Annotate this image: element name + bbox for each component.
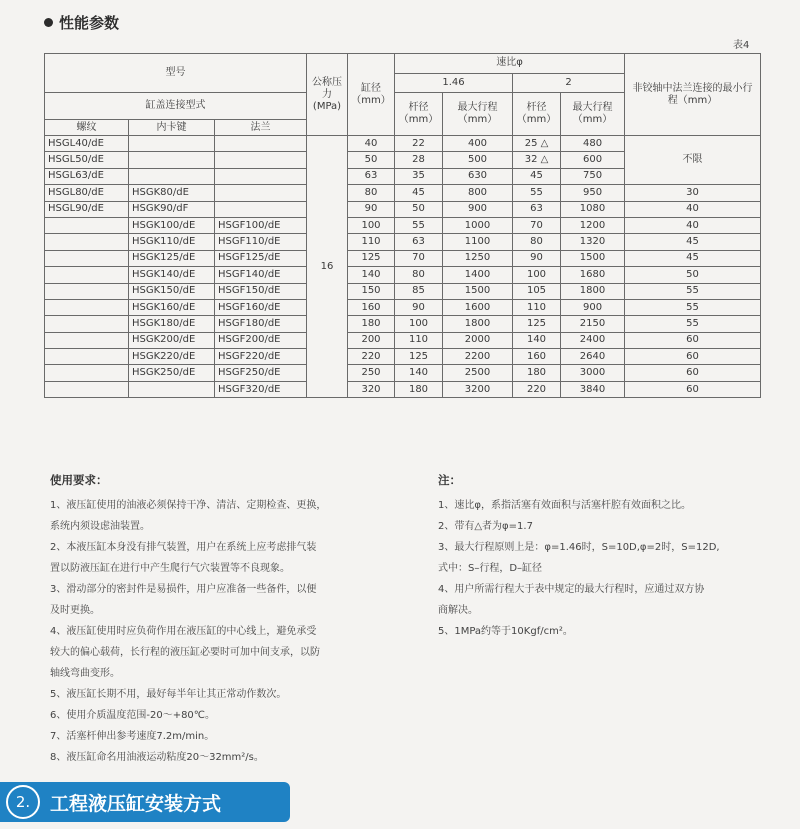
stroke-1-cell: 2000 bbox=[443, 332, 513, 348]
requirements-section bbox=[50, 470, 390, 768]
thread-cell bbox=[45, 349, 129, 365]
bore-cell: 125 bbox=[348, 250, 395, 266]
bore-cell: 220 bbox=[348, 349, 395, 365]
inner-key-cell: HSGK80/dE bbox=[129, 185, 215, 201]
footer-number: 2. bbox=[6, 785, 40, 819]
performance-table bbox=[44, 53, 761, 398]
bore-cell: 250 bbox=[348, 365, 395, 381]
inner-key-cell: HSGK250/dE bbox=[129, 365, 215, 381]
table-row bbox=[45, 234, 761, 250]
inner-key-cell: HSGK180/dE bbox=[129, 316, 215, 332]
notes-section bbox=[438, 470, 768, 642]
thread-cell bbox=[45, 250, 129, 266]
rod-2-cell: 110 bbox=[513, 299, 561, 315]
min-stroke-cell: 55 bbox=[625, 316, 761, 332]
min-stroke-cell: 55 bbox=[625, 283, 761, 299]
header-ratio: 速比φ bbox=[395, 54, 625, 74]
stroke-2-cell: 900 bbox=[561, 299, 625, 315]
stroke-1-cell: 500 bbox=[443, 152, 513, 168]
note-line: 式中：S–行程，D–缸径 bbox=[438, 563, 543, 574]
table-row bbox=[45, 250, 761, 266]
note-line: 1、速比φ，系指活塞有效面积与活塞杆腔有效面积之比。 bbox=[438, 500, 691, 511]
stroke-1-cell: 900 bbox=[443, 201, 513, 217]
table-row bbox=[45, 267, 761, 283]
inner-key-cell: HSGK100/dE bbox=[129, 217, 215, 233]
rod-2-cell: 100 bbox=[513, 267, 561, 283]
inner-key-cell: HSGK140/dE bbox=[129, 267, 215, 283]
flange-cell: HSGF320/dE bbox=[215, 381, 307, 397]
header-ratio-2: 2 bbox=[513, 73, 625, 93]
rod-2-cell: 63 bbox=[513, 201, 561, 217]
stroke-1-cell: 800 bbox=[443, 185, 513, 201]
stroke-2-cell: 750 bbox=[561, 168, 625, 184]
min-stroke-cell: 40 bbox=[625, 201, 761, 217]
flange-cell: HSGF110/dE bbox=[215, 234, 307, 250]
rod-2-cell: 140 bbox=[513, 332, 561, 348]
rod-1-cell: 50 bbox=[395, 201, 443, 217]
stroke-2-cell: 600 bbox=[561, 152, 625, 168]
table-row bbox=[45, 185, 761, 201]
table-row bbox=[45, 381, 761, 397]
stroke-1-cell: 1100 bbox=[443, 234, 513, 250]
requirement-line: 置以防液压缸在进行中产生爬行气穴装置等不良现象。 bbox=[50, 563, 290, 574]
stroke-2-cell: 1320 bbox=[561, 234, 625, 250]
note-line: 2、带有△者为φ=1.7 bbox=[438, 521, 533, 532]
thread-cell bbox=[45, 299, 129, 315]
rod-1-cell: 110 bbox=[395, 332, 443, 348]
bore-cell: 50 bbox=[348, 152, 395, 168]
pressure-cell: 16 bbox=[307, 136, 348, 398]
min-stroke-cell: 45 bbox=[625, 250, 761, 266]
header-thread: 螺纹 bbox=[45, 120, 129, 136]
thread-cell: HSGL40/dE bbox=[45, 136, 129, 152]
rod-2-cell: 160 bbox=[513, 349, 561, 365]
stroke-2-cell: 1200 bbox=[561, 217, 625, 233]
bore-cell: 110 bbox=[348, 234, 395, 250]
rod-2-cell: 45 bbox=[513, 168, 561, 184]
inner-key-cell bbox=[129, 152, 215, 168]
rod-1-cell: 180 bbox=[395, 381, 443, 397]
thread-cell bbox=[45, 234, 129, 250]
bore-cell: 40 bbox=[348, 136, 395, 152]
bore-cell: 100 bbox=[348, 217, 395, 233]
note-line: 商解决。 bbox=[438, 605, 478, 616]
rod-1-cell: 85 bbox=[395, 283, 443, 299]
table-row bbox=[45, 283, 761, 299]
header-model: 型号 bbox=[45, 54, 307, 93]
requirement-line: 2、本液压缸本身没有排气装置，用户在系统上应考虑排气装 bbox=[50, 542, 317, 553]
flange-cell: HSGF160/dE bbox=[215, 299, 307, 315]
requirement-line: 3、滑动部分的密封件是易损件，用户应准备一些备件，以便 bbox=[50, 584, 317, 595]
rod-1-cell: 140 bbox=[395, 365, 443, 381]
requirement-line: 6、使用介质温度范围-20～+80℃。 bbox=[50, 710, 216, 721]
bore-cell: 140 bbox=[348, 267, 395, 283]
flange-cell bbox=[215, 168, 307, 184]
thread-cell bbox=[45, 381, 129, 397]
table-number: 表4 bbox=[733, 40, 750, 51]
table-row bbox=[45, 316, 761, 332]
inner-key-cell bbox=[129, 136, 215, 152]
bore-cell: 200 bbox=[348, 332, 395, 348]
inner-key-cell: HSGK160/dE bbox=[129, 299, 215, 315]
inner-key-cell bbox=[129, 168, 215, 184]
header-flange: 法兰 bbox=[215, 120, 307, 136]
header-connection: 缸盖连接型式 bbox=[45, 93, 307, 120]
stroke-1-cell: 1600 bbox=[443, 299, 513, 315]
stroke-2-cell: 2640 bbox=[561, 349, 625, 365]
note-line: 4、用户所需行程大于表中规定的最大行程时，应通过双方协 bbox=[438, 584, 705, 595]
rod-2-cell: 70 bbox=[513, 217, 561, 233]
thread-cell: HSGL63/dE bbox=[45, 168, 129, 184]
thread-cell bbox=[45, 365, 129, 381]
inner-key-cell: HSGK150/dE bbox=[129, 283, 215, 299]
stroke-2-cell: 2150 bbox=[561, 316, 625, 332]
thread-cell bbox=[45, 316, 129, 332]
table-row bbox=[45, 217, 761, 233]
bore-cell: 160 bbox=[348, 299, 395, 315]
section-title-text: 性能参数 bbox=[59, 14, 120, 32]
stroke-2-cell: 950 bbox=[561, 185, 625, 201]
header-pressure: 公称压力(MPa) bbox=[307, 54, 348, 136]
inner-key-cell: HSGK110/dE bbox=[129, 234, 215, 250]
rod-2-cell: 32 △ bbox=[513, 152, 561, 168]
stroke-2-cell: 1800 bbox=[561, 283, 625, 299]
min-stroke-cell: 50 bbox=[625, 267, 761, 283]
flange-cell bbox=[215, 185, 307, 201]
rod-1-cell: 45 bbox=[395, 185, 443, 201]
rod-1-cell: 63 bbox=[395, 234, 443, 250]
table-row bbox=[45, 332, 761, 348]
flange-cell: HSGF125/dE bbox=[215, 250, 307, 266]
header-stroke-2: 最大行程（mm） bbox=[561, 93, 625, 136]
flange-cell: HSGF180/dE bbox=[215, 316, 307, 332]
flange-cell bbox=[215, 136, 307, 152]
flange-cell: HSGF100/dE bbox=[215, 217, 307, 233]
min-stroke-cell: 60 bbox=[625, 332, 761, 348]
min-stroke-cell: 60 bbox=[625, 381, 761, 397]
footer-title: 工程液压缸安装方式 bbox=[50, 792, 222, 815]
thread-cell: HSGL50/dE bbox=[45, 152, 129, 168]
stroke-1-cell: 1500 bbox=[443, 283, 513, 299]
note-line: 3、最大行程原则上是：φ=1.46时，S=10D,φ=2时，S=12D, bbox=[438, 542, 720, 553]
inner-key-cell: HSGK125/dE bbox=[129, 250, 215, 266]
requirement-line: 7、活塞杆伸出参考速度7.2m/min。 bbox=[50, 731, 215, 742]
min-stroke-cell: 30 bbox=[625, 185, 761, 201]
table-row bbox=[45, 349, 761, 365]
notes-title: 注： bbox=[438, 473, 461, 487]
thread-cell: HSGL80/dE bbox=[45, 185, 129, 201]
bore-cell: 180 bbox=[348, 316, 395, 332]
rod-1-cell: 90 bbox=[395, 299, 443, 315]
rod-2-cell: 25 △ bbox=[513, 136, 561, 152]
rod-1-cell: 35 bbox=[395, 168, 443, 184]
bore-cell: 90 bbox=[348, 201, 395, 217]
table-row bbox=[45, 136, 761, 152]
requirement-line: 1、液压缸使用的油液必须保持干净、清洁、定期检查、更换， bbox=[50, 500, 327, 511]
stroke-2-cell: 1680 bbox=[561, 267, 625, 283]
min-stroke-cell: 55 bbox=[625, 299, 761, 315]
rod-2-cell: 90 bbox=[513, 250, 561, 266]
min-stroke-cell: 45 bbox=[625, 234, 761, 250]
stroke-2-cell: 480 bbox=[561, 136, 625, 152]
flange-cell bbox=[215, 152, 307, 168]
inner-key-cell: HSGK90/dF bbox=[129, 201, 215, 217]
rod-2-cell: 55 bbox=[513, 185, 561, 201]
stroke-2-cell: 2400 bbox=[561, 332, 625, 348]
bore-cell: 150 bbox=[348, 283, 395, 299]
flange-cell: HSGF150/dE bbox=[215, 283, 307, 299]
requirement-line: 4、液压缸使用时应负荷作用在液压缸的中心线上，避免承受 bbox=[50, 626, 317, 637]
flange-cell bbox=[215, 201, 307, 217]
rod-2-cell: 105 bbox=[513, 283, 561, 299]
requirement-line: 较大的偏心载荷，长行程的液压缸必要时可加中间支承，以防 bbox=[50, 647, 320, 658]
stroke-1-cell: 1250 bbox=[443, 250, 513, 266]
requirement-line: 及时更换。 bbox=[50, 605, 100, 616]
table-row bbox=[45, 201, 761, 217]
rod-1-cell: 70 bbox=[395, 250, 443, 266]
stroke-2-cell: 3840 bbox=[561, 381, 625, 397]
note-line: 5、1MPa约等于10Kgf/cm²。 bbox=[438, 626, 573, 637]
rod-1-cell: 100 bbox=[395, 316, 443, 332]
thread-cell bbox=[45, 267, 129, 283]
stroke-1-cell: 1000 bbox=[443, 217, 513, 233]
stroke-1-cell: 1400 bbox=[443, 267, 513, 283]
rod-2-cell: 80 bbox=[513, 234, 561, 250]
inner-key-cell: HSGK200/dE bbox=[129, 332, 215, 348]
rod-1-cell: 125 bbox=[395, 349, 443, 365]
table-row bbox=[45, 365, 761, 381]
stroke-1-cell: 2200 bbox=[443, 349, 513, 365]
requirement-line: 系统内须设虑油装置。 bbox=[50, 521, 150, 532]
rod-1-cell: 22 bbox=[395, 136, 443, 152]
min-stroke-cell: 40 bbox=[625, 217, 761, 233]
stroke-1-cell: 630 bbox=[443, 168, 513, 184]
header-stroke-1: 最大行程（mm） bbox=[443, 93, 513, 136]
header-bore: 缸径（mm） bbox=[348, 54, 395, 136]
requirements-title: 使用要求： bbox=[50, 473, 108, 487]
rod-2-cell: 125 bbox=[513, 316, 561, 332]
flange-cell: HSGF200/dE bbox=[215, 332, 307, 348]
thread-cell bbox=[45, 283, 129, 299]
inner-key-cell: HSGK220/dE bbox=[129, 349, 215, 365]
header-inner-key: 内卡键 bbox=[129, 120, 215, 136]
thread-cell bbox=[45, 217, 129, 233]
header-ratio-1: 1.46 bbox=[395, 73, 513, 93]
stroke-1-cell: 400 bbox=[443, 136, 513, 152]
table-row bbox=[45, 299, 761, 315]
stroke-2-cell: 3000 bbox=[561, 365, 625, 381]
stroke-2-cell: 1500 bbox=[561, 250, 625, 266]
rod-1-cell: 80 bbox=[395, 267, 443, 283]
bore-cell: 80 bbox=[348, 185, 395, 201]
bore-cell: 63 bbox=[348, 168, 395, 184]
requirement-line: 8、液压缸命名用油液运动粘度20～32mm²/s。 bbox=[50, 752, 264, 763]
header-min-stroke: 非铰轴中法兰连接的最小行程（mm） bbox=[625, 54, 761, 136]
flange-cell: HSGF140/dE bbox=[215, 267, 307, 283]
flange-cell: HSGF250/dE bbox=[215, 365, 307, 381]
stroke-1-cell: 2500 bbox=[443, 365, 513, 381]
stroke-1-cell: 3200 bbox=[443, 381, 513, 397]
flange-cell: HSGF220/dE bbox=[215, 349, 307, 365]
footer-banner bbox=[0, 782, 290, 822]
min-stroke-cell: 不限 bbox=[625, 136, 761, 185]
min-stroke-cell: 60 bbox=[625, 365, 761, 381]
section-title bbox=[44, 12, 119, 33]
rod-2-cell: 180 bbox=[513, 365, 561, 381]
bullet-dot-icon bbox=[44, 18, 53, 27]
requirement-line: 轴线弯曲变形。 bbox=[50, 668, 120, 679]
header-rod-2: 杆径（mm） bbox=[513, 93, 561, 136]
bore-cell: 320 bbox=[348, 381, 395, 397]
rod-1-cell: 28 bbox=[395, 152, 443, 168]
header-rod-1: 杆径（mm） bbox=[395, 93, 443, 136]
min-stroke-cell: 60 bbox=[625, 349, 761, 365]
inner-key-cell bbox=[129, 381, 215, 397]
thread-cell: HSGL90/dE bbox=[45, 201, 129, 217]
stroke-1-cell: 1800 bbox=[443, 316, 513, 332]
thread-cell bbox=[45, 332, 129, 348]
rod-1-cell: 55 bbox=[395, 217, 443, 233]
rod-2-cell: 220 bbox=[513, 381, 561, 397]
stroke-2-cell: 1080 bbox=[561, 201, 625, 217]
requirement-line: 5、液压缸长期不用，最好每半年让其正常动作数次。 bbox=[50, 689, 287, 700]
